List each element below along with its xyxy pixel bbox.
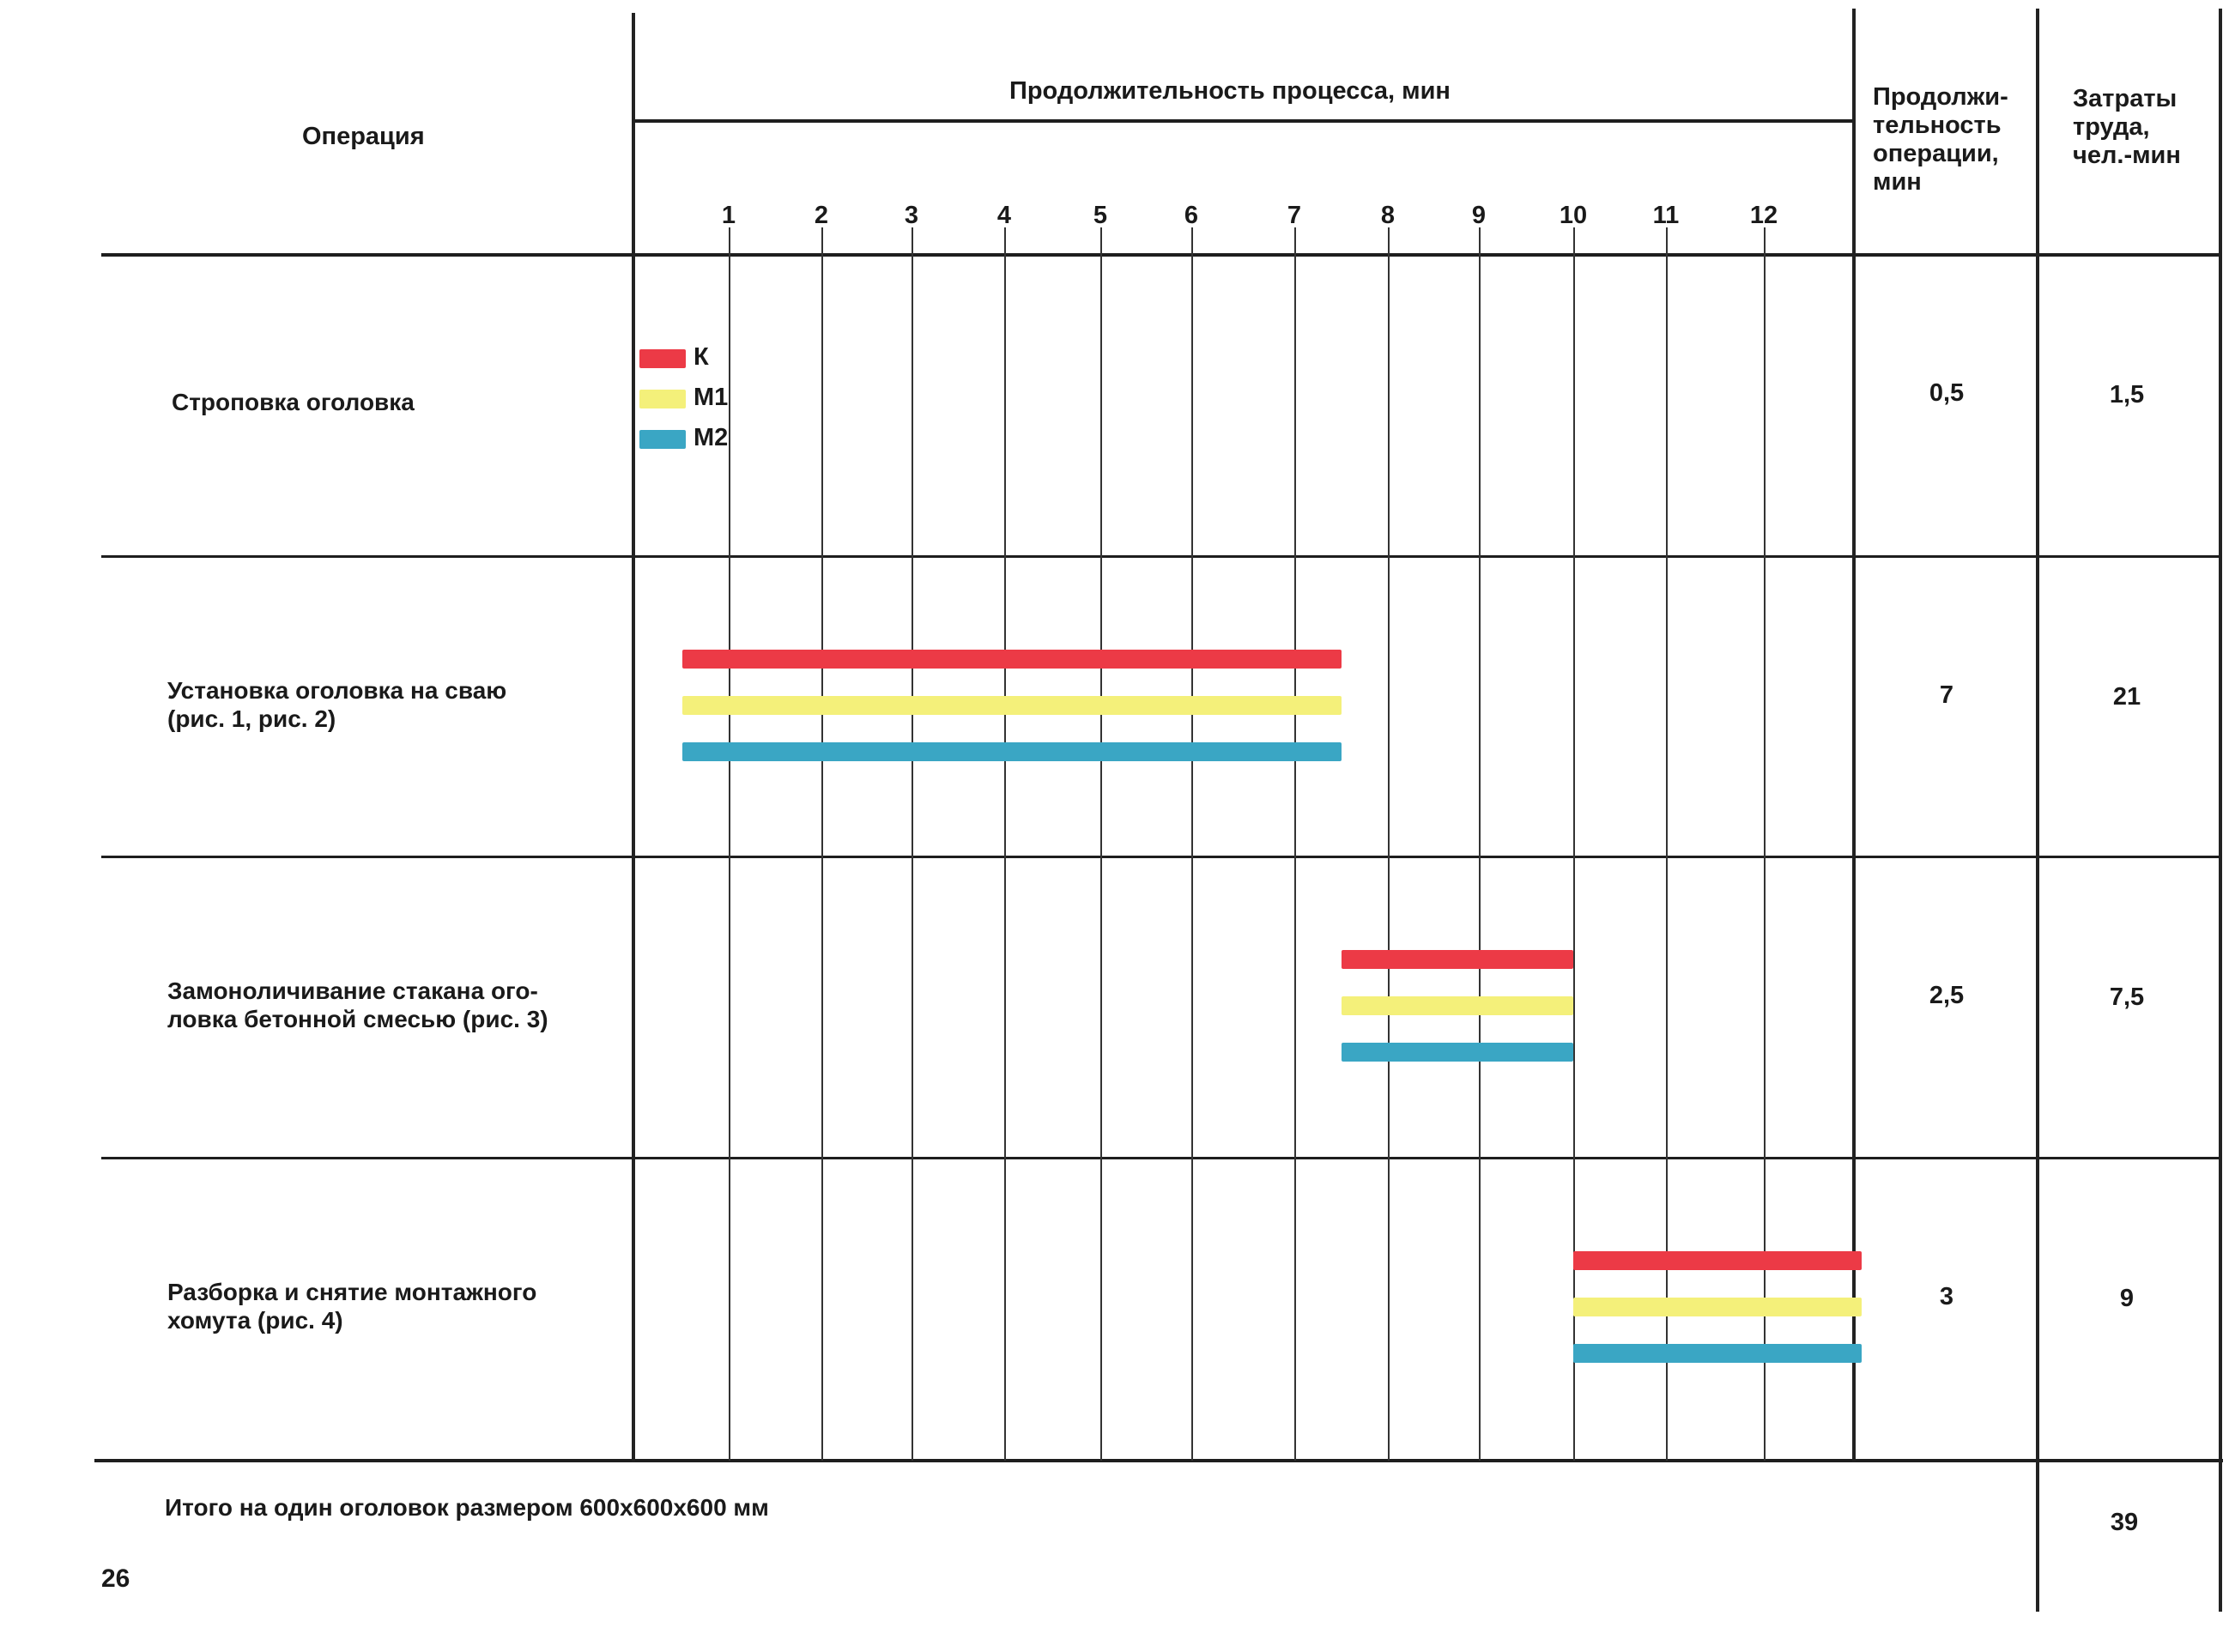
x-tick-label-8: 8 [1380,202,1396,229]
grid-line-4 [1004,227,1006,1461]
operation-label-2: Установка оголовка на сваю (рис. 1, рис. 2) [167,677,507,732]
labor-value-4: 9 [2119,1285,2135,1312]
grid-line-12 [1764,227,1766,1461]
header-labor: Затраты труда, чел.-мин [2073,85,2181,169]
legend-swatch-1 [639,349,686,368]
grid-line-6 [1191,227,1193,1461]
x-tick-label-4: 4 [996,202,1012,229]
legend-label-1: К [694,343,709,371]
bar-3-К [1342,950,1574,969]
duration-value-3: 2,5 [1929,982,1965,1009]
x-tick-label-11: 11 [1652,202,1680,229]
x-tick-label-12: 12 [1749,202,1778,229]
x-tick-label-6: 6 [1184,202,1199,229]
bar-4-К [1573,1251,1862,1270]
bar-2-К [682,650,1342,669]
operation-label-1: Строповка оголовка [172,389,415,415]
grid-line-7 [1294,227,1296,1461]
grid-line-9 [1479,227,1481,1461]
x-tick-label-7: 7 [1287,202,1302,229]
x-tick-label-3: 3 [904,202,919,229]
x-tick-label-9: 9 [1471,202,1487,229]
grid-line-3 [912,227,913,1461]
duration-value-1: 0,5 [1929,379,1965,407]
bar-2-М2 [682,742,1342,761]
operation-label-3: Замоноличивание стакана ого- ловка бетонной смесью (рис. 3) [167,977,548,1032]
x-tick-label-2: 2 [814,202,829,229]
x-tick-label-1: 1 [721,202,736,229]
grid-line-10 [1573,227,1575,1461]
total-label: Итого на один оголовок размером 600x600x600 мм [165,1494,769,1521]
duration-value-4: 3 [1939,1283,1954,1310]
legend-swatch-2 [639,390,686,408]
x-tick-label-10: 10 [1559,202,1588,229]
x-tick-label-5: 5 [1093,202,1108,229]
total-labor-value: 39 [2110,1509,2139,1536]
grid-line-2 [821,227,823,1461]
header-timeline: Продолжительность процесса, мин [1009,77,1451,105]
bar-2-М1 [682,696,1342,715]
duration-value-2: 7 [1939,681,1954,709]
bar-3-М2 [1342,1043,1574,1062]
labor-value-1: 1,5 [2109,381,2145,408]
labor-value-2: 21 [2112,683,2141,711]
operation-label-4: Разборка и снятие монтажного хомута (рис. 4) [167,1279,537,1334]
bar-4-М2 [1573,1344,1862,1363]
bar-3-М1 [1342,996,1574,1015]
labor-value-3: 7,5 [2109,983,2145,1011]
grid-line-8 [1388,227,1390,1461]
grid-line-1 [729,227,730,1461]
header-operation: Операция [302,123,425,150]
legend-swatch-3 [639,430,686,449]
legend-label-3: М2 [694,424,729,451]
legend-label-2: М1 [694,384,729,411]
grid-line-11 [1666,227,1668,1461]
grid-line-5 [1100,227,1102,1461]
bar-4-М1 [1573,1298,1862,1316]
header-duration: Продолжи- тельность операции, мин [1873,83,2008,196]
page-number: 26 [101,1564,130,1593]
